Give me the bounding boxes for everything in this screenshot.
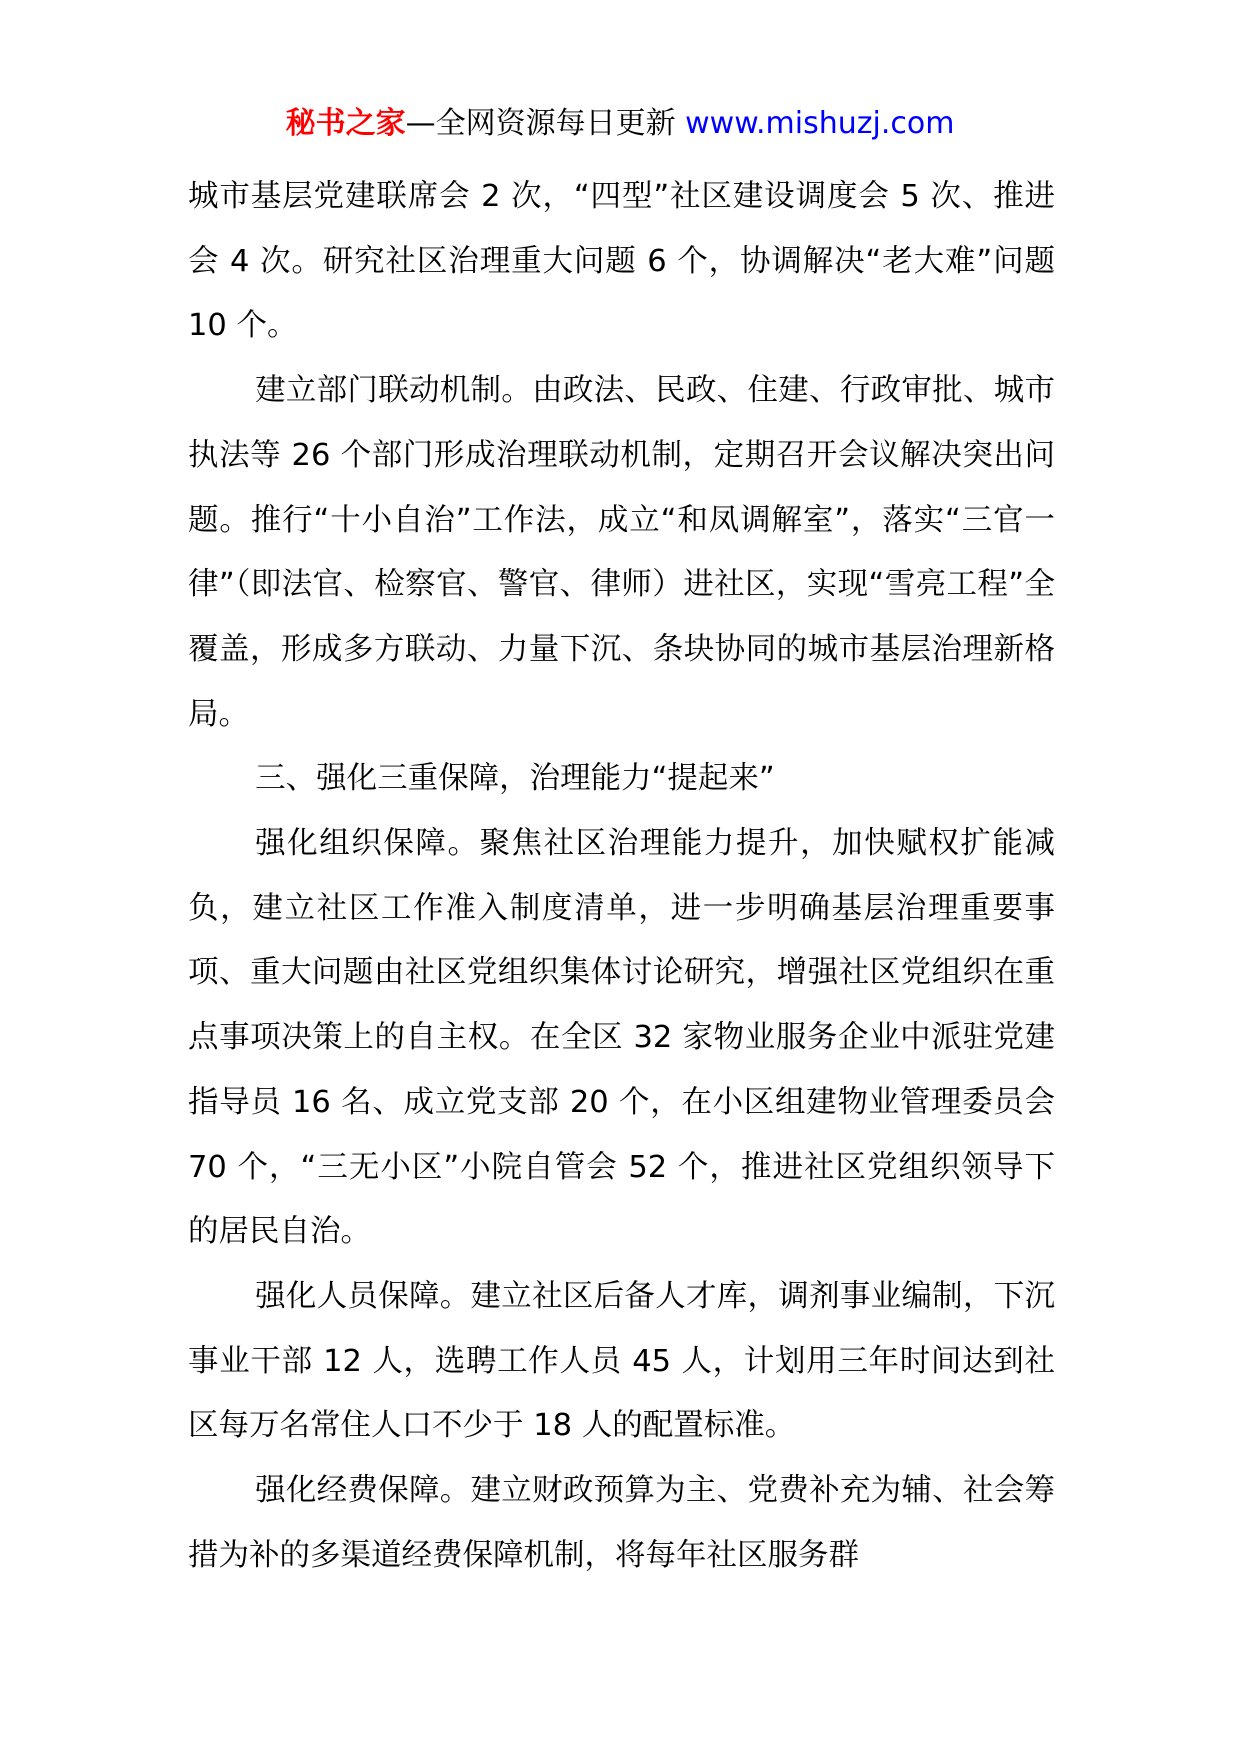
page-header: [0, 104, 1240, 144]
site-url-link[interactable]: www.mishuzj.com: [685, 106, 955, 141]
header-tagline: —全网资源每日更新: [405, 106, 676, 141]
paragraph-6: 强化经费保障。建立财政预算为主、党费补充为辅、社会筹措为补的多渠道经费保障机制，将每年社区服务群: [188, 1473, 1055, 1573]
brand-name: 秘书之家: [285, 106, 406, 141]
paragraph-5: 强化人员保障。建立社区后备人才库，调剂事业编制，下沉事业干部 12 人，选聘工作人员 45 人，计划用三年时间达到社区每万名常住人口不少于 18 人的配置标准。: [188, 1278, 1055, 1444]
paragraph-2: 建立部门联动机制。由政法、民政、住建、行政审批、城市执法等 26 个部门形成治理联动机制，定期召开会议解决突出问题。推行“十小自治”工作法，成立“和凤调解室”，落实“三官一律”（即法官、检察官、警官、律师）进社区，实现“雪亮工程”全覆盖，形成多方联动、力量下沉、条块协同的城市基层治理新格局。: [188, 373, 1055, 732]
section-heading-3: 三、强化三重保障，治理能力“提起来”: [255, 761, 775, 797]
paragraph-4: 强化组织保障。聚焦社区治理能力提升，加快赋权扩能减负，建立社区工作准入制度清单，进一步明确基层治理重要事项、重大问题由社区党组织集体讨论研究，增强社区党组织在重点事项决策上的自主权。在全区 32 家物业服务企业中派驻党建指导员 16 名、成立党支部 20 个，在小区组建物业管理委员会 70 个，“三无小区”小院自管会 52 个，推进社区党组织领导下的居民自治。: [188, 826, 1055, 1250]
document-body: [188, 165, 1055, 1588]
paragraph-1: 城市基层党建联席会 2 次，“四型”社区建设调度会 5 次、推进会 4 次。研究社区治理重大问题 6 个，协调解决“老大难”问题 10 个。: [188, 179, 1055, 344]
